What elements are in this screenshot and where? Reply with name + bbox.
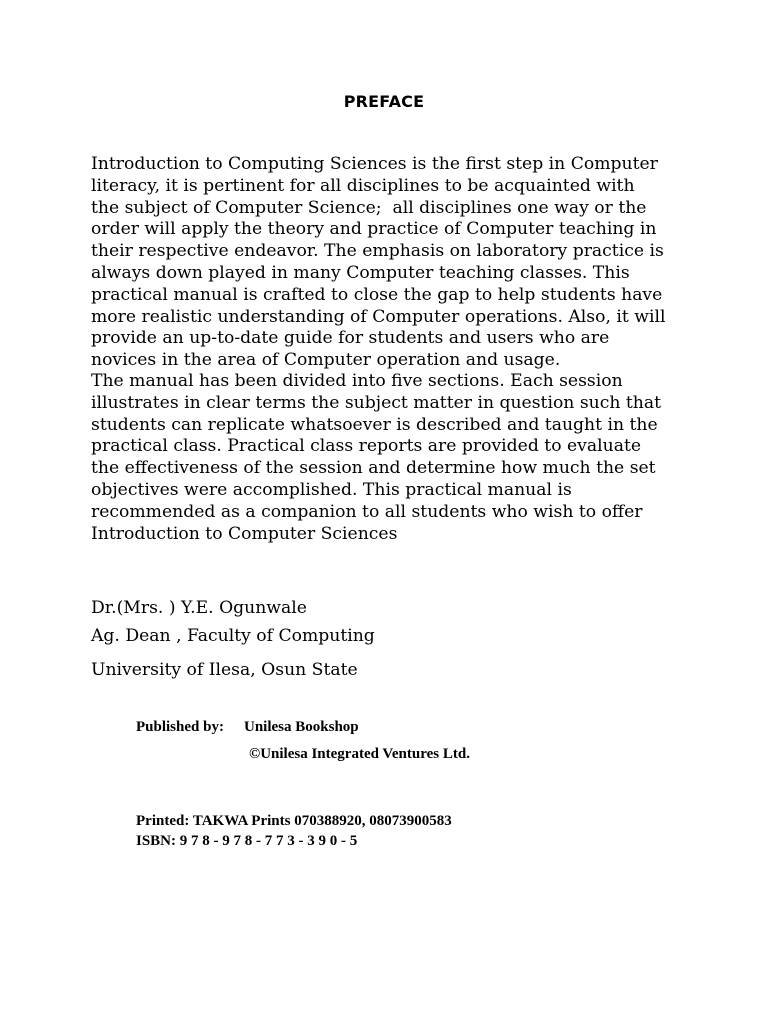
isbn-number: ISBN: 9 7 8 - 9 7 8 - 7 7 3 - 3 9 0 - 5	[136, 833, 358, 849]
paragraph-line: illustrates in clear terms the subject matter in question such that	[91, 392, 662, 413]
paragraph-line: always down played in many Computer teaching classes. This	[91, 262, 630, 283]
paragraph-line: objectives were accomplished. This practical manual is	[91, 479, 572, 500]
paragraph-line: Introduction to Computing Sciences is the first step in Computer	[91, 154, 658, 174]
signatory-institution: University of Ilesa, Osun State	[91, 660, 358, 680]
paragraph-line: literacy, it is pertinent for all disciplines to be acquainted with	[91, 175, 635, 196]
publisher-name: Unilesa Bookshop	[244, 719, 359, 735]
signatory-name: Dr.(Mrs. ) Y.E. Ogunwale	[91, 598, 307, 618]
paragraph-line: practical manual is crafted to close the gap to help students have	[91, 284, 663, 305]
paragraph-line: novices in the area of Computer operation and usage.	[91, 350, 561, 371]
paragraph-line: their respective endeavor. The emphasis on laboratory practice is	[91, 241, 664, 262]
paragraph-line: provide an up-to-date guide for students and users who are	[91, 328, 610, 349]
paragraph-line: The manual has been divided into five sections. Each session	[91, 371, 623, 391]
printer-info: Printed: TAKWA Prints 070388920, 08073900583	[136, 813, 452, 829]
paragraph-line: more realistic understanding of Computer operations. Also, it will	[91, 306, 666, 327]
copyright-notice: ©Unilesa Integrated Ventures Ltd.	[249, 746, 470, 762]
paragraph-line: Introduction to Computer Sciences	[91, 523, 398, 544]
publisher-label: Published by:	[136, 719, 224, 735]
preface-paragraph-1	[91, 154, 691, 372]
preface-paragraph-2	[91, 371, 691, 545]
paragraph-line: practical class. Practical class reports are provided to evaluate	[91, 436, 642, 457]
page-title: PREFACE	[343, 92, 425, 111]
paragraph-line: students can replicate whatsoever is described and taught in the	[91, 414, 658, 435]
paragraph-line: recommended as a companion to all students who wish to offer	[91, 501, 643, 522]
signatory-role: Ag. Dean , Faculty of Computing	[91, 626, 375, 646]
paragraph-line: the subject of Computer Science; all disciplines one way or the	[91, 197, 647, 218]
paragraph-line: order will apply the theory and practice of Computer teaching in	[91, 219, 657, 240]
paragraph-line: the effectiveness of the session and determine how much the set	[91, 458, 656, 479]
